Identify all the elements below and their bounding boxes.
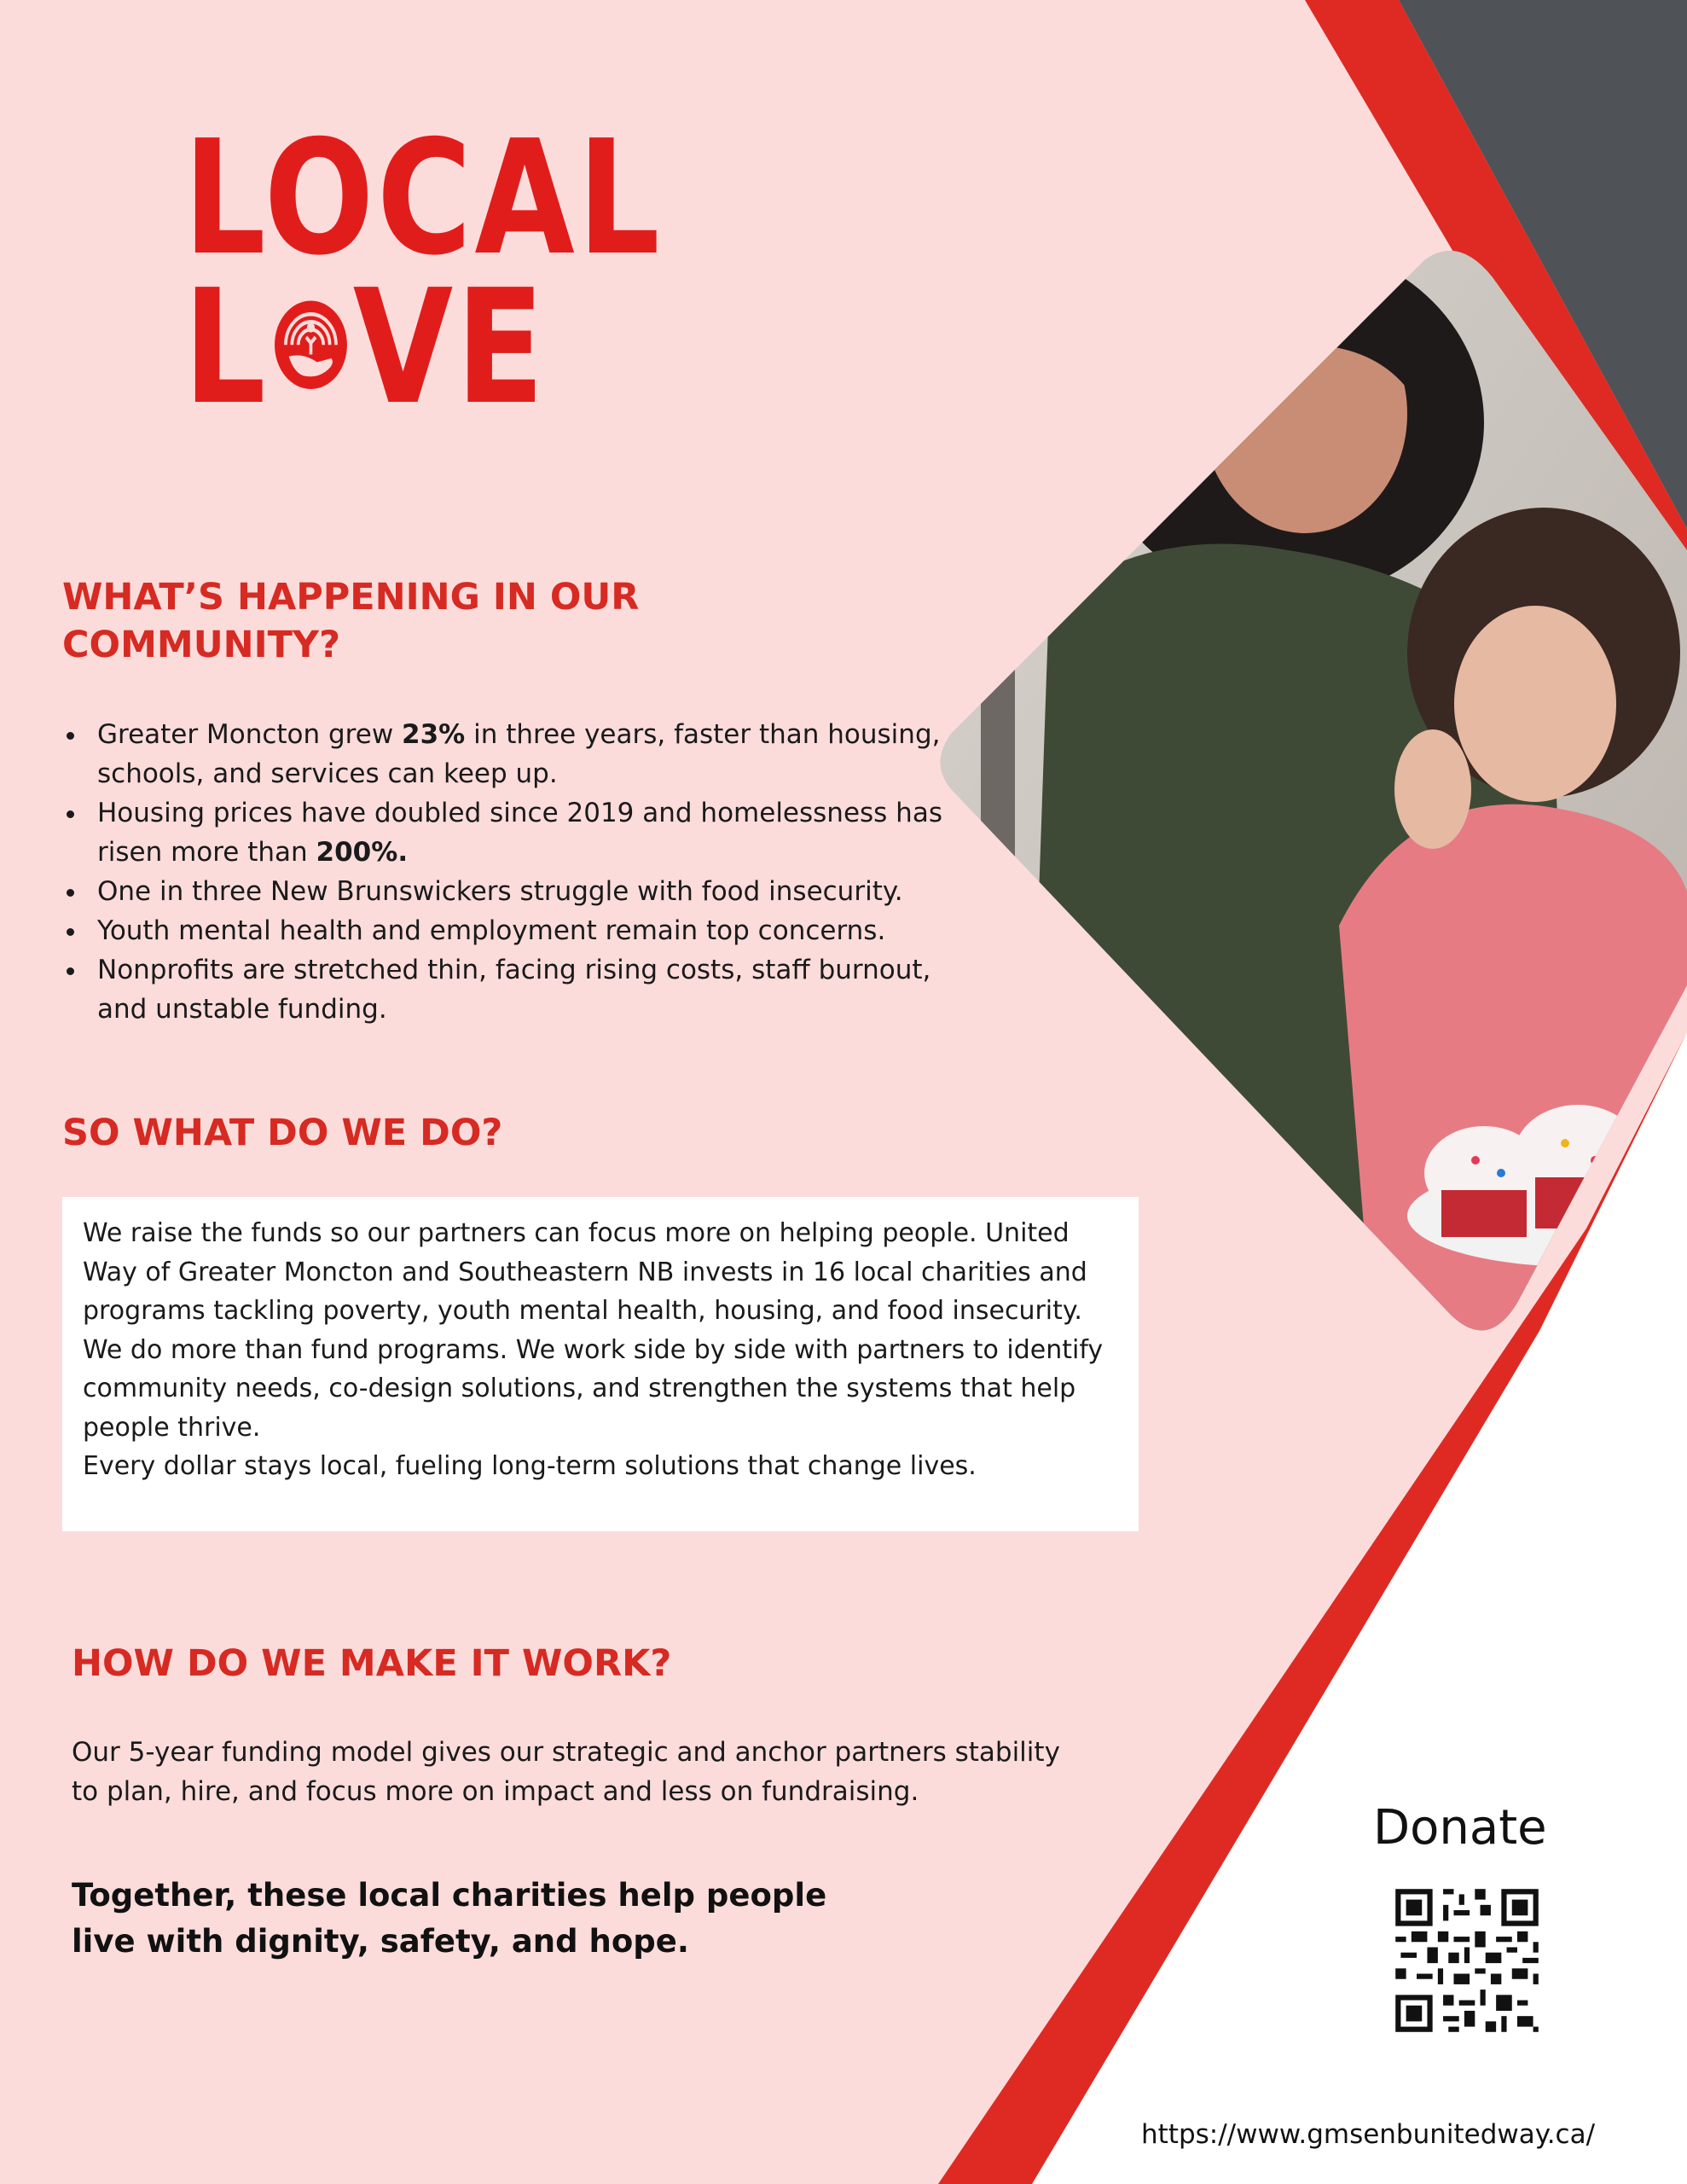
qr-code-icon[interactable]	[1390, 1884, 1544, 2037]
logo-letter-l: L	[183, 255, 269, 439]
list-item	[61, 793, 948, 872]
list-item	[61, 715, 948, 793]
tagline-line2: live with dignity, safety, and hope.	[72, 1923, 689, 1960]
bullet-text: Housing prices have doubled since 2019 and homelessness has risen more than	[97, 798, 942, 868]
logo-line-love	[183, 255, 548, 439]
united-way-hand-heart-icon	[271, 276, 350, 417]
list-item	[61, 872, 948, 911]
logo-line-local: LOCAL	[183, 106, 664, 290]
website-link[interactable]: https://www.gmsenbunitedway.ca/	[1141, 2119, 1596, 2150]
bullet-text: in three years, faster than housing, schools, and services can keep up.	[97, 719, 941, 789]
bullet-bold: 200%.	[316, 837, 409, 868]
bullet-text: Greater Moncton grew	[97, 719, 403, 750]
what-we-do-textbox	[62, 1197, 1139, 1531]
logo-letters-ve: VE	[352, 255, 548, 439]
section1-heading	[62, 573, 639, 669]
bullet-text: One in three New Brunswickers struggle with food insecurity.	[97, 876, 903, 907]
bullet-bold: 23%	[402, 719, 466, 750]
list-item	[61, 950, 948, 1029]
section3-heading: HOW DO WE MAKE IT WORK?	[72, 1642, 672, 1685]
section2-heading: SO WHAT DO WE DO?	[62, 1112, 503, 1154]
section1-heading-line1: WHAT’S HAPPENING IN OUR	[62, 576, 640, 619]
photo-woman-and-girl-with-cupcakes	[930, 243, 1687, 1339]
bullet-text: Youth mental health and employment remain top concerns.	[97, 915, 886, 946]
community-facts-list	[61, 715, 948, 1029]
paragraph-3: Every dollar stays local, fueling long-term solutions that change lives.	[83, 1451, 977, 1481]
bullet-text: Nonprofits are stretched thin, facing rising costs, staff burnout, and unstable funding.	[97, 955, 931, 1025]
paragraph-2: We do more than fund programs. We work side by side with partners to identify community needs, co-design solutions, and strengthen the systems that help people thrive.	[83, 1334, 1104, 1443]
tagline-line1: Together, these local charities help people	[72, 1877, 827, 1914]
section1-heading-line2: COMMUNITY?	[62, 624, 341, 666]
funding-model-text: Our 5-year funding model gives our strategic and anchor partners stability to plan, hire, and focus more on impact and less on fundraising.	[72, 1737, 1060, 1807]
paragraph-1: We raise the funds so our partners can focus more on helping people. United Way of Greater Moncton and Southeastern NB invests in 16 local charities and programs tackling poverty, youth mental health, housing, and food insecurity.	[83, 1218, 1087, 1326]
donate-label: Donate	[1373, 1800, 1547, 1856]
local-love-logo	[183, 106, 664, 439]
tagline	[72, 1873, 826, 1965]
list-item	[61, 911, 948, 950]
